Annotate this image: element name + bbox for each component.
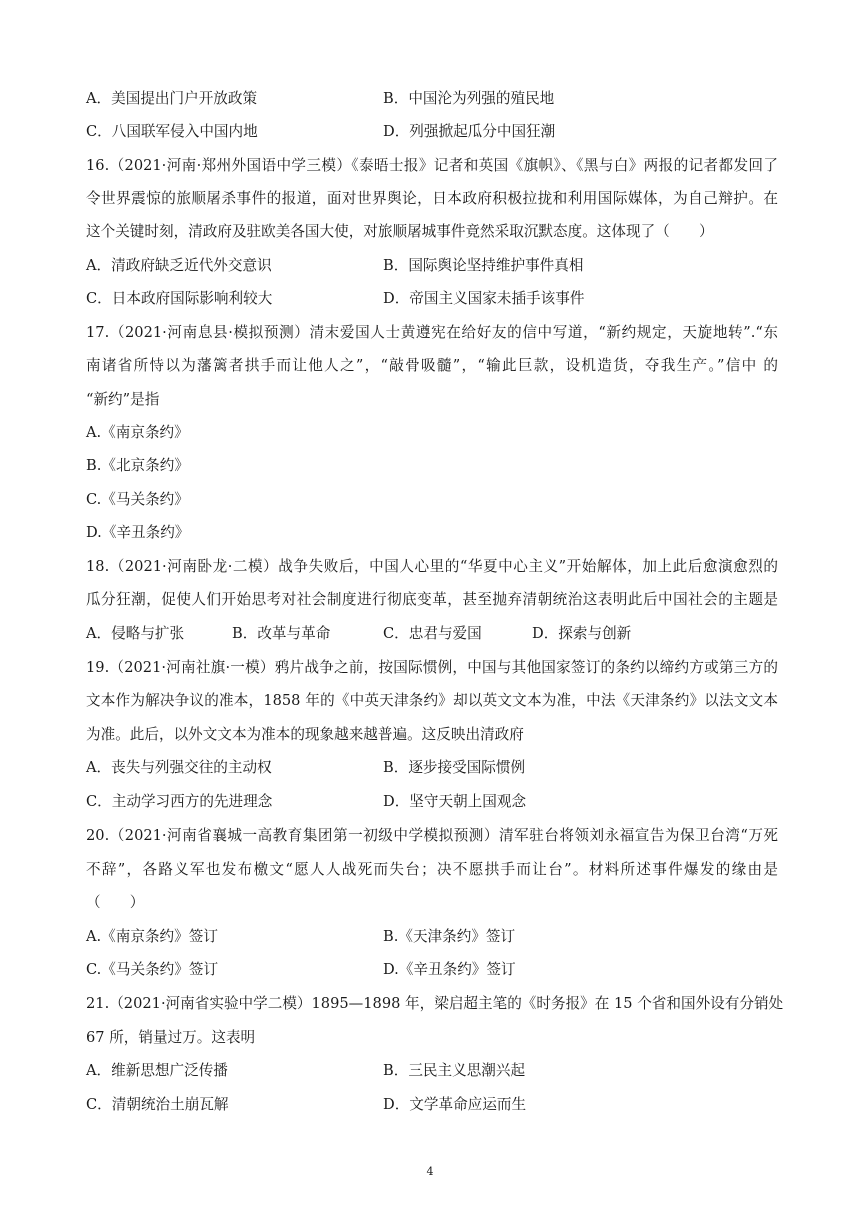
question-20-text: 不辞”，各路义军也发布檄文“愿人人战死而失台；决不愿拱手而让台”。材料所述事件爆发的缘由是 <box>86 861 778 878</box>
option-row <box>86 1061 778 1081</box>
option-c: C.《马关条约》签订 <box>86 961 219 978</box>
option-c: C．忠君与爱国 <box>383 625 482 642</box>
question-21-text: 67 所，销量过万。这表明 <box>86 1029 256 1046</box>
option-row <box>86 89 778 109</box>
option-d: D．列强掀起瓜分中国狂潮 <box>383 123 556 140</box>
option-a: A．维新思想广泛传播 <box>86 1062 228 1079</box>
option-d: D．坚守天朝上国观念 <box>383 793 527 810</box>
option-d: D．帝国主义国家未插手该事件 <box>383 290 585 307</box>
question-18-text: 瓜分狂潮，促使人们开始思考对社会制度进行彻底变革，甚至抛弃清朝统治这表明此后中国社会的主题是 <box>86 591 778 608</box>
option-a: A.《南京条约》签订 <box>86 928 218 945</box>
option-a: A．美国提出门户开放政策 <box>86 90 258 107</box>
question-21-text: 21.（2021·河南省实验中学二模）1895—1898 年，梁启超主笔的《时务报》在 15 个省和国外设有分销处 <box>86 995 784 1012</box>
question-17-text: 南诸省所恃以为藩篱者拱手而让他人之”，“敲骨吸髓”，“输此巨款，设机造货，夺我生产。”信中 的 <box>86 357 778 374</box>
option-c: C．八国联军侵入中国内地 <box>86 123 258 140</box>
option-d: D．探索与创新 <box>532 625 632 642</box>
question-16-text: 这个关键时刻，清政府及驻欧美各国大使，对旅顺屠城事件竟然采取沉默态度。这体现了（ ） <box>86 223 714 240</box>
option-b: B．改革与革命 <box>232 625 331 642</box>
option-row <box>86 1095 778 1115</box>
option-row <box>86 758 778 778</box>
option-d: D.《辛丑条约》签订 <box>383 961 516 978</box>
option-b: B.《北京条约》 <box>86 457 189 474</box>
option-c: C．主动学习西方的先进理念 <box>86 793 273 810</box>
option-b: B.《天津条约》签订 <box>383 928 516 945</box>
question-16-text: 令世界震惊的旅顺屠杀事件的报道，面对世界舆论，日本政府积极拉拢和利用国际媒体，为自己辩护。在 <box>86 190 778 207</box>
option-b: B．逐步接受国际惯例 <box>383 759 526 776</box>
option-d: D．文学革命应运而生 <box>383 1096 527 1113</box>
page-number: 4 <box>426 1165 434 1178</box>
option-row <box>86 792 778 812</box>
question-20-text: （ ） <box>86 894 145 911</box>
option-row <box>86 122 778 142</box>
option-row <box>86 624 778 644</box>
question-20-text: 20.（2021·河南省襄城一高教育集团第一初级中学模拟预测）清军驻台将领刘永福宣告为保卫台湾“万死 <box>86 827 778 844</box>
option-b: B．中国沦为列强的殖民地 <box>383 90 555 107</box>
option-a: A．丧失与列强交往的主动权 <box>86 759 272 776</box>
option-c: C.《马关条约》 <box>86 491 189 508</box>
option-c: C．日本政府国际影响利较大 <box>86 290 273 307</box>
option-a: A.《南京条约》 <box>86 424 189 441</box>
option-a: A．侵略与扩张 <box>86 625 185 642</box>
option-row <box>86 960 778 980</box>
question-19-text: 19.（2021·河南社旗·一模）鸦片战争之前，按国际惯例，中国与其他国家签订的条约以缔约方或第三方的 <box>86 659 778 676</box>
option-row <box>86 289 778 309</box>
option-a: A．清政府缺乏近代外交意识 <box>86 257 272 274</box>
question-17-text: 17.（2021·河南息县·模拟预测）清末爱国人士黄遵宪在给好友的信中写道，“新约规定，天旋地转”.“东 <box>86 324 778 341</box>
option-c: C．清朝统治土崩瓦解 <box>86 1096 229 1113</box>
question-19-text: 为准。此后，以外文文本为准本的现象越来越普遍。这反映出清政府 <box>86 726 524 743</box>
question-18-text: 18.（2021·河南卧龙·二模）战争失败后，中国人心里的“华夏中心主义”开始解体，加上此后愈演愈烈的 <box>86 558 778 575</box>
option-row <box>86 927 778 947</box>
question-17-text: “新约”是指 <box>86 391 160 408</box>
question-19-text: 文本作为解决争议的准本，1858 年的《中英天津条约》却以英文文本为准，中法《天津条约》以法文文本 <box>86 692 778 709</box>
option-d: D.《辛丑条约》 <box>86 524 190 541</box>
option-row <box>86 256 778 276</box>
option-b: B．国际舆论坚持维护事件真相 <box>383 257 584 274</box>
option-b: B．三民主义思潮兴起 <box>383 1062 526 1079</box>
question-16-text: 16.（2021·河南·郑州外国语中学三模）《泰晤士报》记者和英国《旗帜》、《黑与白》两报的记者都发回了 <box>86 157 778 174</box>
